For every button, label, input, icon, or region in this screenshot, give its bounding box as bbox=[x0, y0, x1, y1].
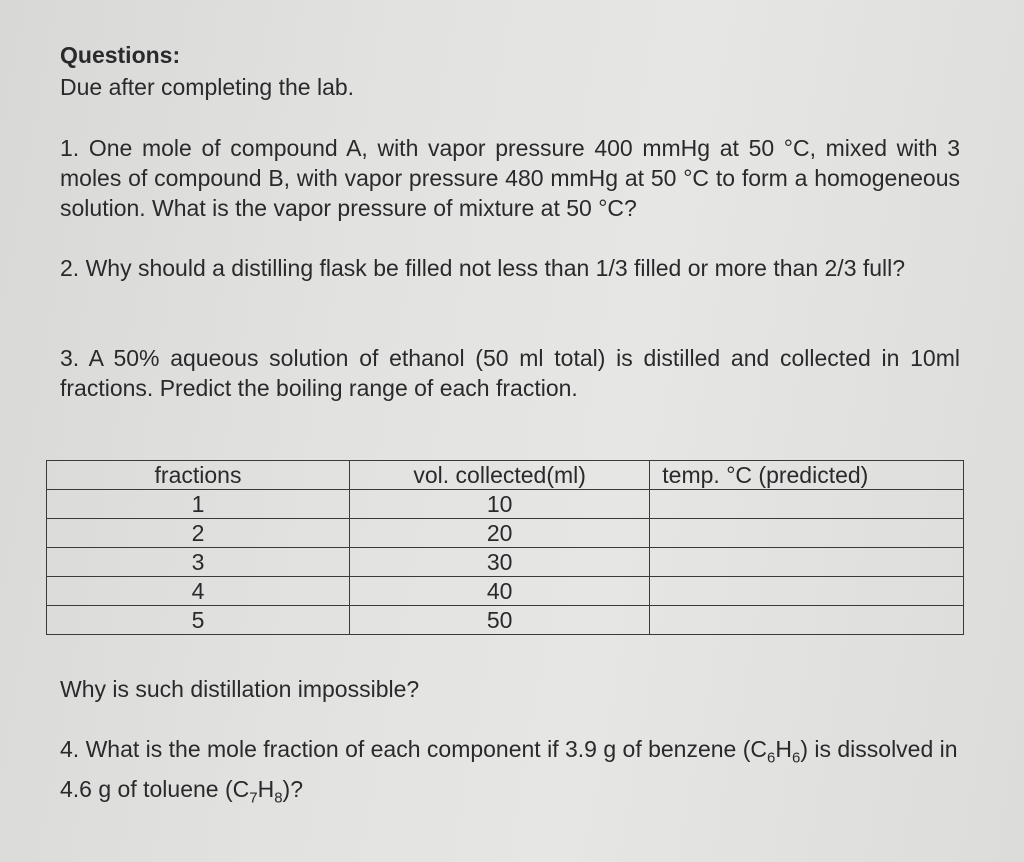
page-subtitle: Due after completing the lab. bbox=[60, 74, 355, 100]
header-temp: temp. °C (predicted) bbox=[650, 461, 964, 490]
table-row bbox=[47, 490, 964, 519]
cell-temp bbox=[650, 548, 964, 577]
q4-benzene-h-subscript: 6 bbox=[791, 749, 801, 767]
q4-text-part3: )? bbox=[282, 775, 303, 802]
table-header-row bbox=[47, 461, 964, 490]
q4-text-part2: ) is dissolved in 4.6 g of toluene (C bbox=[60, 736, 958, 802]
cell-fraction: 4 bbox=[47, 577, 350, 606]
header-fractions: fractions bbox=[47, 461, 350, 490]
q4-benzene-h: H bbox=[775, 736, 792, 762]
question-2: 2. Why should a distilling flask be filled not less than 1/3 filled or more than 2/3 full? bbox=[60, 255, 906, 281]
question-3-followup: Why is such distillation impossible? bbox=[60, 676, 420, 702]
table-row bbox=[47, 519, 964, 548]
cell-volume: 20 bbox=[350, 519, 650, 548]
cell-volume: 10 bbox=[350, 490, 650, 519]
cell-temp bbox=[650, 606, 964, 635]
cell-temp bbox=[650, 490, 964, 519]
table-row bbox=[47, 577, 964, 606]
cell-temp bbox=[650, 577, 964, 606]
cell-volume: 40 bbox=[350, 577, 650, 606]
table-row bbox=[47, 606, 964, 635]
cell-fraction: 2 bbox=[47, 519, 350, 548]
q4-benzene-c-subscript: 6 bbox=[767, 749, 776, 767]
header-volume: vol. collected(ml) bbox=[350, 461, 650, 490]
table-row bbox=[47, 548, 964, 577]
q4-text-part1: 4. What is the mole fraction of each component if 3.9 g of benzene (C bbox=[60, 736, 768, 762]
q4-toluene-c-subscript: 7 bbox=[249, 789, 258, 807]
q4-toluene-h: H bbox=[257, 775, 275, 802]
cell-volume: 30 bbox=[350, 548, 650, 577]
question-4 bbox=[60, 734, 960, 813]
page-title: Questions: bbox=[60, 42, 181, 68]
question-3: 3. A 50% aqueous solution of ethanol (50 ml total) is distilled and collected in 10ml fractions. Predict the boiling range of each fraction. bbox=[60, 345, 960, 401]
question-1: 1. One mole of compound A, with vapor pressure 400 mmHg at 50 °C, mixed with 3 moles of compound B, with vapor pressure 480 mmHg at 50 °C to form a homogeneous solution. What is the vapor pressure of mixture at 50 °C? bbox=[60, 135, 960, 221]
cell-fraction: 1 bbox=[47, 490, 350, 519]
cell-fraction: 3 bbox=[47, 548, 350, 577]
cell-temp bbox=[650, 519, 964, 548]
q4-toluene-h-subscript: 8 bbox=[274, 789, 283, 807]
cell-volume: 50 bbox=[350, 606, 650, 635]
cell-fraction: 5 bbox=[47, 606, 350, 635]
fractions-table bbox=[46, 460, 964, 635]
